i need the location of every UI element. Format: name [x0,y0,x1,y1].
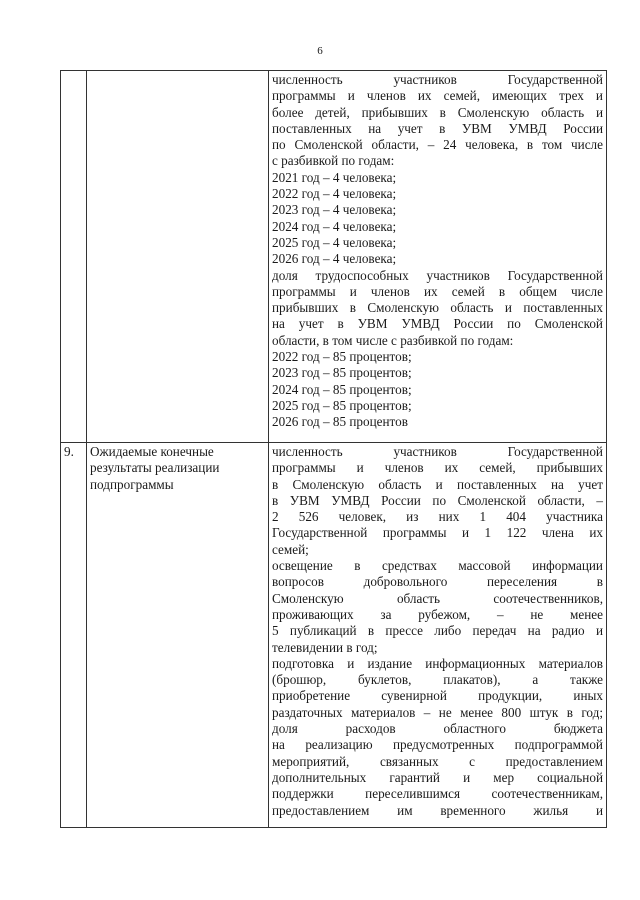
text-line: 2026 год – 85 процентов [272,414,408,430]
text-line: 2024 год – 85 процентов; [272,381,412,397]
text-line: раздаточных материалов – не менее 800 штук в год; [272,704,603,720]
table-row [61,71,607,443]
row-number-cell: 9. [61,443,87,828]
text-line: прибывших в Смоленскую область и поставленных [272,300,603,316]
text-line: семей; [272,541,309,557]
text-line: программы и членов их семей, прибывших [272,460,603,476]
text-line: 5 публикаций в прессе либо передач на радио и [272,623,603,639]
text-line: более детей, прибывших в Смоленскую область и [272,104,603,120]
text-line: 2025 год – 85 процентов; [272,397,412,413]
text-line: области, в том числе с разбивкой по годам: [272,332,514,348]
text-line: Смоленскую область соотечественников, [272,590,603,606]
text-line: мероприятий, связанных с предоставлением [272,753,603,769]
program-passport-table [60,70,607,828]
expected-results-heading [90,444,265,493]
text-line: 2024 год – 4 человека; [272,218,397,234]
text-line: дополнительных гарантий и мер социальной [272,769,603,785]
text-line: 2022 год – 85 процентов; [272,349,412,365]
text-line: 2023 год – 85 процентов; [272,365,412,381]
text-line: подпрограммы [90,476,174,492]
text-line: в УВМ УМВД России по Смоленской области, – [272,492,603,508]
text-line: 2 526 человек, из них 1 404 участника [272,509,603,525]
text-line: освещение в средствах массовой информации [272,558,603,574]
text-line: телевидении в год; [272,639,378,655]
expected-results-text [272,444,603,819]
text-line: на учет в УВМ УМВД России по Смоленской [272,316,603,332]
text-line: программы и членов их семей, имеющих трех и [272,88,603,104]
table-row [61,443,607,828]
text-line: на реализацию предусмотренных подпрограммой [272,737,603,753]
page-number: 6 [317,45,323,57]
text-line: поставленных на учет в УВМ УМВД России [272,120,603,136]
row-name-cell [87,71,269,443]
text-line: приобретение сувенирной продукции, иных [272,688,603,704]
text-line: по Смоленской области, – 24 человека, в том числе [272,137,603,153]
text-line: вопросов добровольного переселения в [272,574,603,590]
row-value-cell [269,443,607,828]
text-line: 2022 год – 4 человека; [272,186,397,202]
text-line: Ожидаемые конечные [90,444,214,459]
text-line: программы и членов их семей в общем числе [272,283,603,299]
text-line: 2026 год – 4 человека; [272,251,397,267]
row-value-cell [269,71,607,443]
target-indicators-text [272,72,603,431]
text-line: доля расходов областного бюджета [272,721,603,737]
text-line: проживающих за рубежом, – не менее [272,606,603,622]
text-line: 2025 год – 4 человека; [272,234,397,250]
row-name-cell [87,443,269,828]
text-line: с разбивкой по годам: [272,153,395,169]
row-number-cell [61,71,87,443]
text-line: численность участников Государственной [272,444,603,459]
text-line: Государственной программы и 1 122 члена их [272,525,603,541]
text-line: (брошюр, буклетов, плакатов), а также [272,672,603,688]
text-line: 2023 год – 4 человека; [272,202,397,218]
text-line: доля трудоспособных участников Государственной [272,267,603,283]
text-line: 2021 год – 4 человека; [272,169,397,185]
text-line: подготовка и издание информационных материалов [272,655,603,671]
text-line: численность участников Государственной [272,72,603,87]
text-line: результаты реализации [90,460,220,476]
text-line: предоставлением им временного жилья и [272,802,603,818]
text-line: поддержки переселившимся соотечественникам, [272,786,603,802]
text-line: в Смоленскую область и поставленных на учет [272,476,603,492]
